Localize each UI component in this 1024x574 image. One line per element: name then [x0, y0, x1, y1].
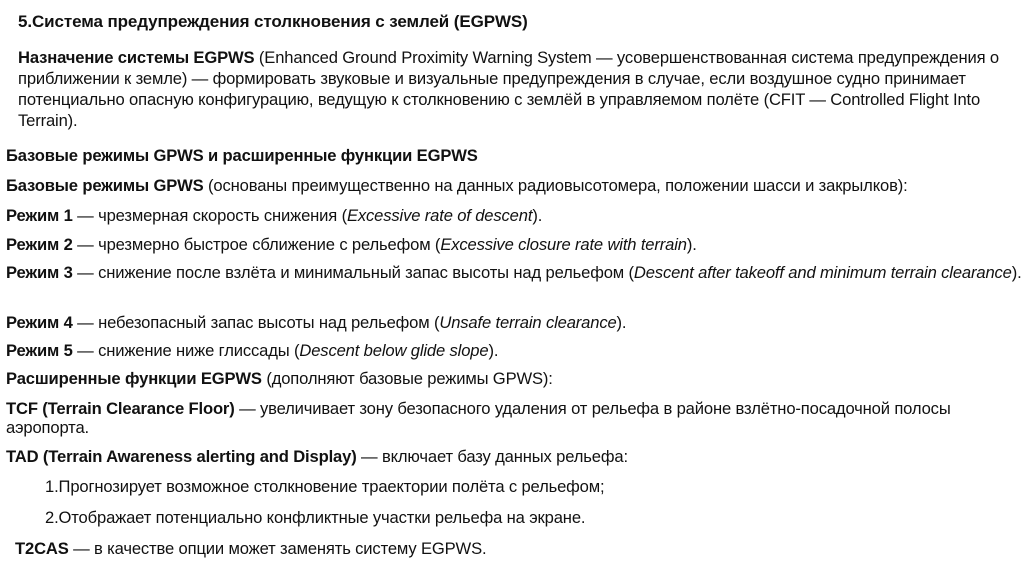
basic-modes-text: (основаны преимущественно на данных радиовысотомера, положении шасси и закрылков): — [203, 176, 908, 195]
extended-functions-text: (дополняют базовые режимы GPWS): — [261, 369, 553, 388]
modes-heading: Базовые режимы GPWS и расширенные функции EGPWS — [6, 146, 478, 165]
purpose-text: (Enhanced Ground Proximity Warning System — усовершенствованная система предупреждения о приближении к земле) — формировать звуковые и визуальные предупреждения в случае, если воздушное судно принимает потенциально опасную конфигурацию, ведущую к столкновению с землёй в управляемом полёте (CFIT — Controlled Flight Into Terrain). — [18, 48, 1000, 130]
tad-text: — включает базу данных рельефа: — [356, 447, 628, 466]
t2cas-paragraph — [15, 539, 486, 558]
tcf-label: TCF (Terrain Clearance Floor) — [6, 399, 235, 418]
basic-modes-label: Базовые режимы GPWS — [6, 176, 204, 195]
mode-3: Режим 3 — снижение после взлёта и минимальный запас высоты над рельефом (Descent after takeoff and minimum terrain clearance). — [6, 263, 1022, 282]
extended-functions-label: Расширенные функции EGPWS — [6, 369, 262, 388]
t2cas-label: T2CAS — [15, 539, 69, 558]
basic-modes-paragraph — [6, 176, 1022, 195]
mode-4: Режим 4 — небезопасный запас высоты над рельефом (Unsafe terrain clearance). — [6, 313, 627, 332]
extended-functions-paragraph — [6, 369, 1022, 388]
mode-1: Режим 1 — чрезмерная скорость снижения (Excessive rate of descent). — [6, 206, 543, 225]
t2cas-text: — в качестве опции может заменять систему EGPWS. — [68, 539, 487, 558]
tad-item-1: 1.Прогнозирует возможное столкновение траектории полёта с рельефом; — [45, 477, 605, 496]
tcf-paragraph — [6, 399, 1022, 437]
purpose-paragraph — [18, 47, 1018, 131]
tad-item-2: 2.Отображает потенциально конфликтные участки рельефа на экране. — [45, 508, 586, 527]
purpose-label: Назначение системы EGPWS — [18, 48, 255, 67]
slide-title: 5.Система предупреждения столкновения с землей (EGPWS) — [18, 12, 528, 31]
mode-5: Режим 5 — снижение ниже глиссады (Descent below glide slope). — [6, 341, 499, 360]
tad-paragraph — [6, 447, 1022, 466]
tcf-text: — увеличивает зону безопасного удаления от рельефа в районе взлётно-посадочной полосы аэропорта. — [6, 399, 951, 437]
mode-2: Режим 2 — чрезмерно быстрое сближение с рельефом (Excessive closure rate with terrain). — [6, 235, 697, 254]
tad-label: TAD (Terrain Awareness alerting and Display) — [6, 447, 357, 466]
